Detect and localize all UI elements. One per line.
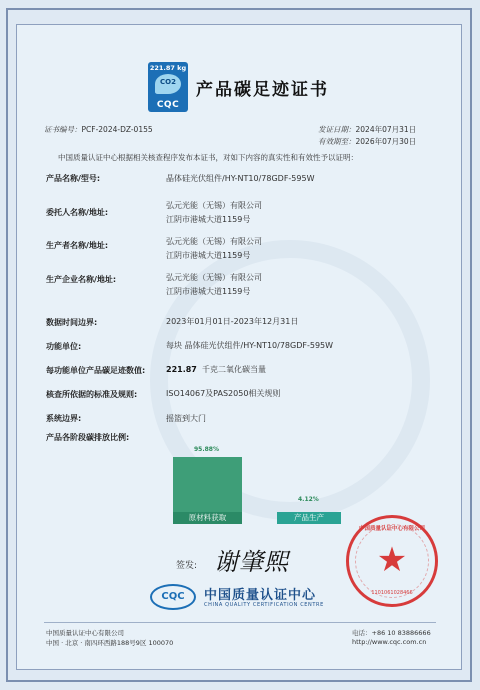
bar-category-production: 产品生产 <box>277 512 341 524</box>
intro-statement: 中国质量认证中心根据相关核查程序发布本证书，对如下内容的真实性和有效性予以证明： <box>58 153 358 162</box>
org-name-cn: 中国质量认证中心 <box>204 588 317 603</box>
field-value-manufacturer-address: 江阴市港城大道1159号 <box>166 287 251 296</box>
seal-name: 中国质量认证中心有限公司 <box>358 526 425 532</box>
logo-co2: CO2 <box>160 78 176 86</box>
field-value-client-address: 江阴市港城大道1159号 <box>166 215 251 224</box>
field-label-stage-ratio: 产品各阶段碳排放比例: <box>46 433 130 442</box>
field-label-product: 产品名称/型号: <box>46 174 101 183</box>
field-value-standard: ISO14067及PAS2050相关规则 <box>166 389 281 398</box>
page-title: 产品碳足迹证书 <box>196 80 329 100</box>
field-label-producer: 生产者名称/地址: <box>46 241 109 250</box>
field-label-carbon-footprint: 每功能单位产品碳足迹数值: <box>46 366 146 375</box>
signature: 谢肇熙 <box>214 548 289 576</box>
carbon-footprint-unit: 千克二氧化碳当量 <box>201 365 266 374</box>
field-value-producer: 弘元光能（无锡）有限公司 <box>166 237 262 246</box>
seal-number: 1101061028466 <box>371 590 413 596</box>
cqc-logo: CQC <box>150 584 196 610</box>
field-label-system-boundary: 系统边界: <box>46 414 82 423</box>
issue-date-value: 2024年07月31日 <box>355 125 417 134</box>
issue-date-label: 发证日期： <box>318 125 356 134</box>
star-icon: ★ <box>376 540 408 580</box>
field-label-manufacturer: 生产企业名称/地址: <box>46 275 117 284</box>
signature-label: 签发: <box>176 561 198 571</box>
carbon-footprint-number: 221.87 <box>166 365 197 374</box>
bar-value-label-raw: 95.88% <box>194 446 219 453</box>
field-value-producer-address: 江阴市港城大道1159号 <box>166 251 251 260</box>
logo-cqc: CQC <box>156 100 180 110</box>
bar-value-label-production: 4.12% <box>298 496 319 503</box>
org-name-en: CHINA QUALITY CERTIFICATION CENTRE <box>204 602 324 608</box>
footer-address: 中国 · 北京 · 南四环西路188号9区 100070 <box>46 639 174 647</box>
official-seal <box>346 515 438 607</box>
field-label-standard: 核查所依据的标准及规则: <box>46 390 138 399</box>
field-value-system-boundary: 摇篮到大门 <box>166 414 206 423</box>
issue-date <box>318 124 416 135</box>
footer-web: http://www.cqc.com.cn <box>352 638 427 646</box>
field-value-data-period: 2023年01月01日-2023年12月31日 <box>166 317 299 326</box>
expiry-date <box>318 136 416 147</box>
expiry-date-label: 有效期至： <box>318 137 356 146</box>
carbon-label-logo <box>148 62 188 112</box>
field-label-data-period: 数据时间边界: <box>46 318 98 327</box>
logo-value: 221.87 kg <box>149 64 187 72</box>
footer-company: 中国质量认证中心有限公司 <box>46 629 124 637</box>
field-label-functional-unit: 功能单位: <box>46 342 82 351</box>
field-value-client: 弘元光能（无锡）有限公司 <box>166 201 262 210</box>
cert-number-value: PCF-2024-DZ-0155 <box>81 125 153 134</box>
footer-divider <box>44 622 436 623</box>
cert-number <box>44 124 153 135</box>
field-value-manufacturer: 弘元光能（无锡）有限公司 <box>166 273 262 282</box>
field-value-product: 晶体硅光伏组件/HY-NT10/78GDF-595W <box>166 174 315 183</box>
field-value-carbon-footprint <box>166 364 266 375</box>
bar-category-raw: 原材料获取 <box>173 512 242 524</box>
cert-number-label: 证书编号： <box>44 125 82 134</box>
field-value-functional-unit: 每块 晶体硅光伏组件/HY-NT10/78GDF-595W <box>166 341 334 350</box>
footer-phone: 电话：+86 10 83886666 <box>352 629 431 637</box>
field-label-client: 委托人名称/地址: <box>46 208 109 217</box>
expiry-date-value: 2026年07月30日 <box>355 137 417 146</box>
